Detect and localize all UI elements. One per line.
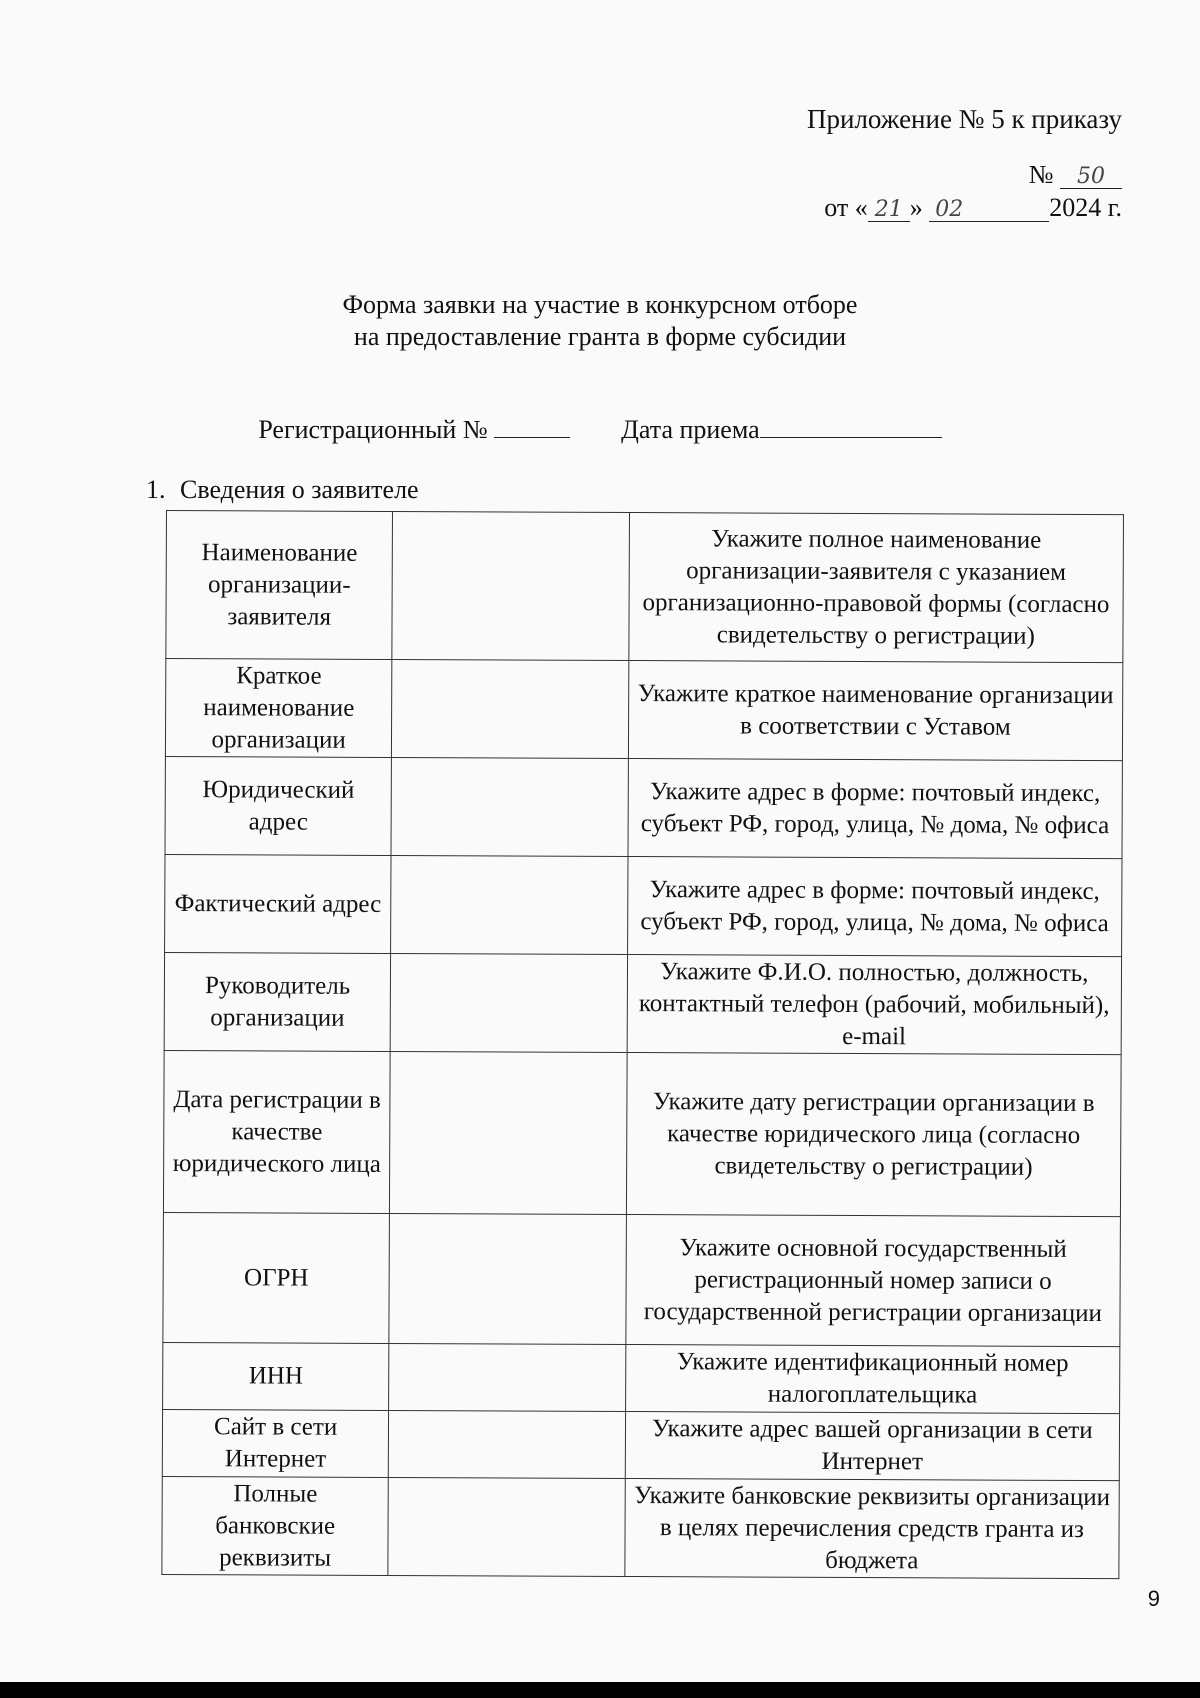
date-month-handwritten: 02 — [929, 199, 1049, 222]
field-hint-cell: Укажите адрес в форме: почтовый индекс, субъект РФ, город, улица, № дома, № офиса — [628, 759, 1123, 859]
section-heading — [146, 475, 419, 505]
field-value-cell[interactable] — [390, 1051, 627, 1214]
section-title: Сведения о заявителе — [180, 475, 419, 504]
field-name-cell: Фактический адрес — [165, 854, 392, 953]
field-value-cell[interactable] — [389, 1213, 626, 1344]
field-value-cell[interactable] — [392, 659, 629, 758]
page-number: 9 — [1147, 1586, 1160, 1611]
field-name-cell: Сайт в сети Интернет — [162, 1409, 389, 1477]
date-year: 2024 г. — [1049, 193, 1122, 222]
table-row — [162, 1409, 1119, 1480]
table-row — [163, 1212, 1121, 1346]
field-hint-cell: Укажите дату регистрации организации в качестве юридического лица (согласно свидетельству о регистрации) — [626, 1053, 1121, 1217]
order-number-handwritten: 50 — [1060, 166, 1122, 189]
field-value-cell[interactable] — [391, 757, 628, 856]
field-name-cell: Дата регистрации в качестве юридического лица — [163, 1050, 390, 1213]
receipt-date-blank[interactable] — [760, 415, 942, 438]
registration-number-label: Регистрационный № — [258, 415, 488, 444]
field-name-cell: ОГРН — [163, 1212, 390, 1343]
date-day-handwritten: 21 — [868, 199, 910, 222]
table-row — [164, 952, 1121, 1054]
receipt-date-label: Дата приема — [621, 415, 760, 444]
field-value-cell[interactable] — [390, 953, 627, 1052]
field-hint-cell: Укажите Ф.И.О. полностью, должность, контактный телефон (рабочий, мобильный), e-mail — [627, 955, 1122, 1055]
order-number-prefix: № — [1028, 160, 1054, 189]
field-name-cell: Руководитель организации — [164, 952, 391, 1051]
form-title-line-1: Форма заявки на участие в конкурсном отборе — [342, 290, 858, 319]
table-row — [165, 659, 1122, 761]
table-row — [163, 1050, 1121, 1216]
field-value-cell[interactable] — [388, 1477, 625, 1576]
field-hint-cell: Укажите полное наименование организации-заявителя с указанием организационно-правовой формы (согласно свидетельству о регистрации) — [629, 513, 1124, 663]
registration-number-blank[interactable] — [494, 415, 570, 438]
field-hint-cell: Укажите адрес вашей организации в сети Интернет — [625, 1412, 1120, 1481]
field-name-cell: Юридический адрес — [165, 756, 392, 855]
annex-label: Приложение № 5 к приказу — [807, 104, 1122, 134]
field-hint-cell: Укажите адрес в форме: почтовый индекс, субъект РФ, город, улица, № дома, № офиса — [627, 857, 1122, 957]
field-hint-cell: Укажите основной государственный регистрационный номер записи о государственной регистрации организации — [626, 1215, 1121, 1347]
order-number-line — [1029, 160, 1122, 190]
field-hint-cell: Укажите краткое наименование организации в соответствии с Уставом — [628, 661, 1123, 761]
table-row — [166, 511, 1124, 663]
field-value-cell[interactable] — [389, 1410, 626, 1478]
applicant-info-table — [161, 510, 1124, 1579]
date-prefix: от « — [824, 193, 868, 222]
field-value-cell[interactable] — [389, 1343, 626, 1411]
field-name-cell: ИНН — [163, 1342, 390, 1410]
order-date-line — [824, 193, 1122, 223]
date-mid: » — [909, 193, 923, 222]
table-row — [165, 756, 1122, 858]
field-hint-cell: Укажите идентификационный номер налогоплательщика — [625, 1345, 1120, 1414]
registration-line — [0, 415, 1200, 445]
section-number: 1. — [146, 475, 166, 504]
field-name-cell: Краткое наименование организации — [165, 659, 392, 758]
table-row — [165, 854, 1122, 956]
field-value-cell[interactable] — [391, 855, 628, 954]
field-value-cell[interactable] — [392, 511, 629, 660]
field-name-cell: Наименование организации-заявителя — [166, 511, 393, 660]
field-hint-cell: Укажите банковские реквизиты организации в целях перечисления средств гранта из бюджета — [625, 1479, 1120, 1579]
form-title — [0, 289, 1200, 353]
table-row — [162, 1476, 1119, 1578]
field-name-cell: Полные банковские реквизиты — [162, 1476, 389, 1575]
table-row — [163, 1342, 1120, 1413]
form-title-line-2: на предоставление гранта в форме субсидии — [353, 322, 847, 351]
